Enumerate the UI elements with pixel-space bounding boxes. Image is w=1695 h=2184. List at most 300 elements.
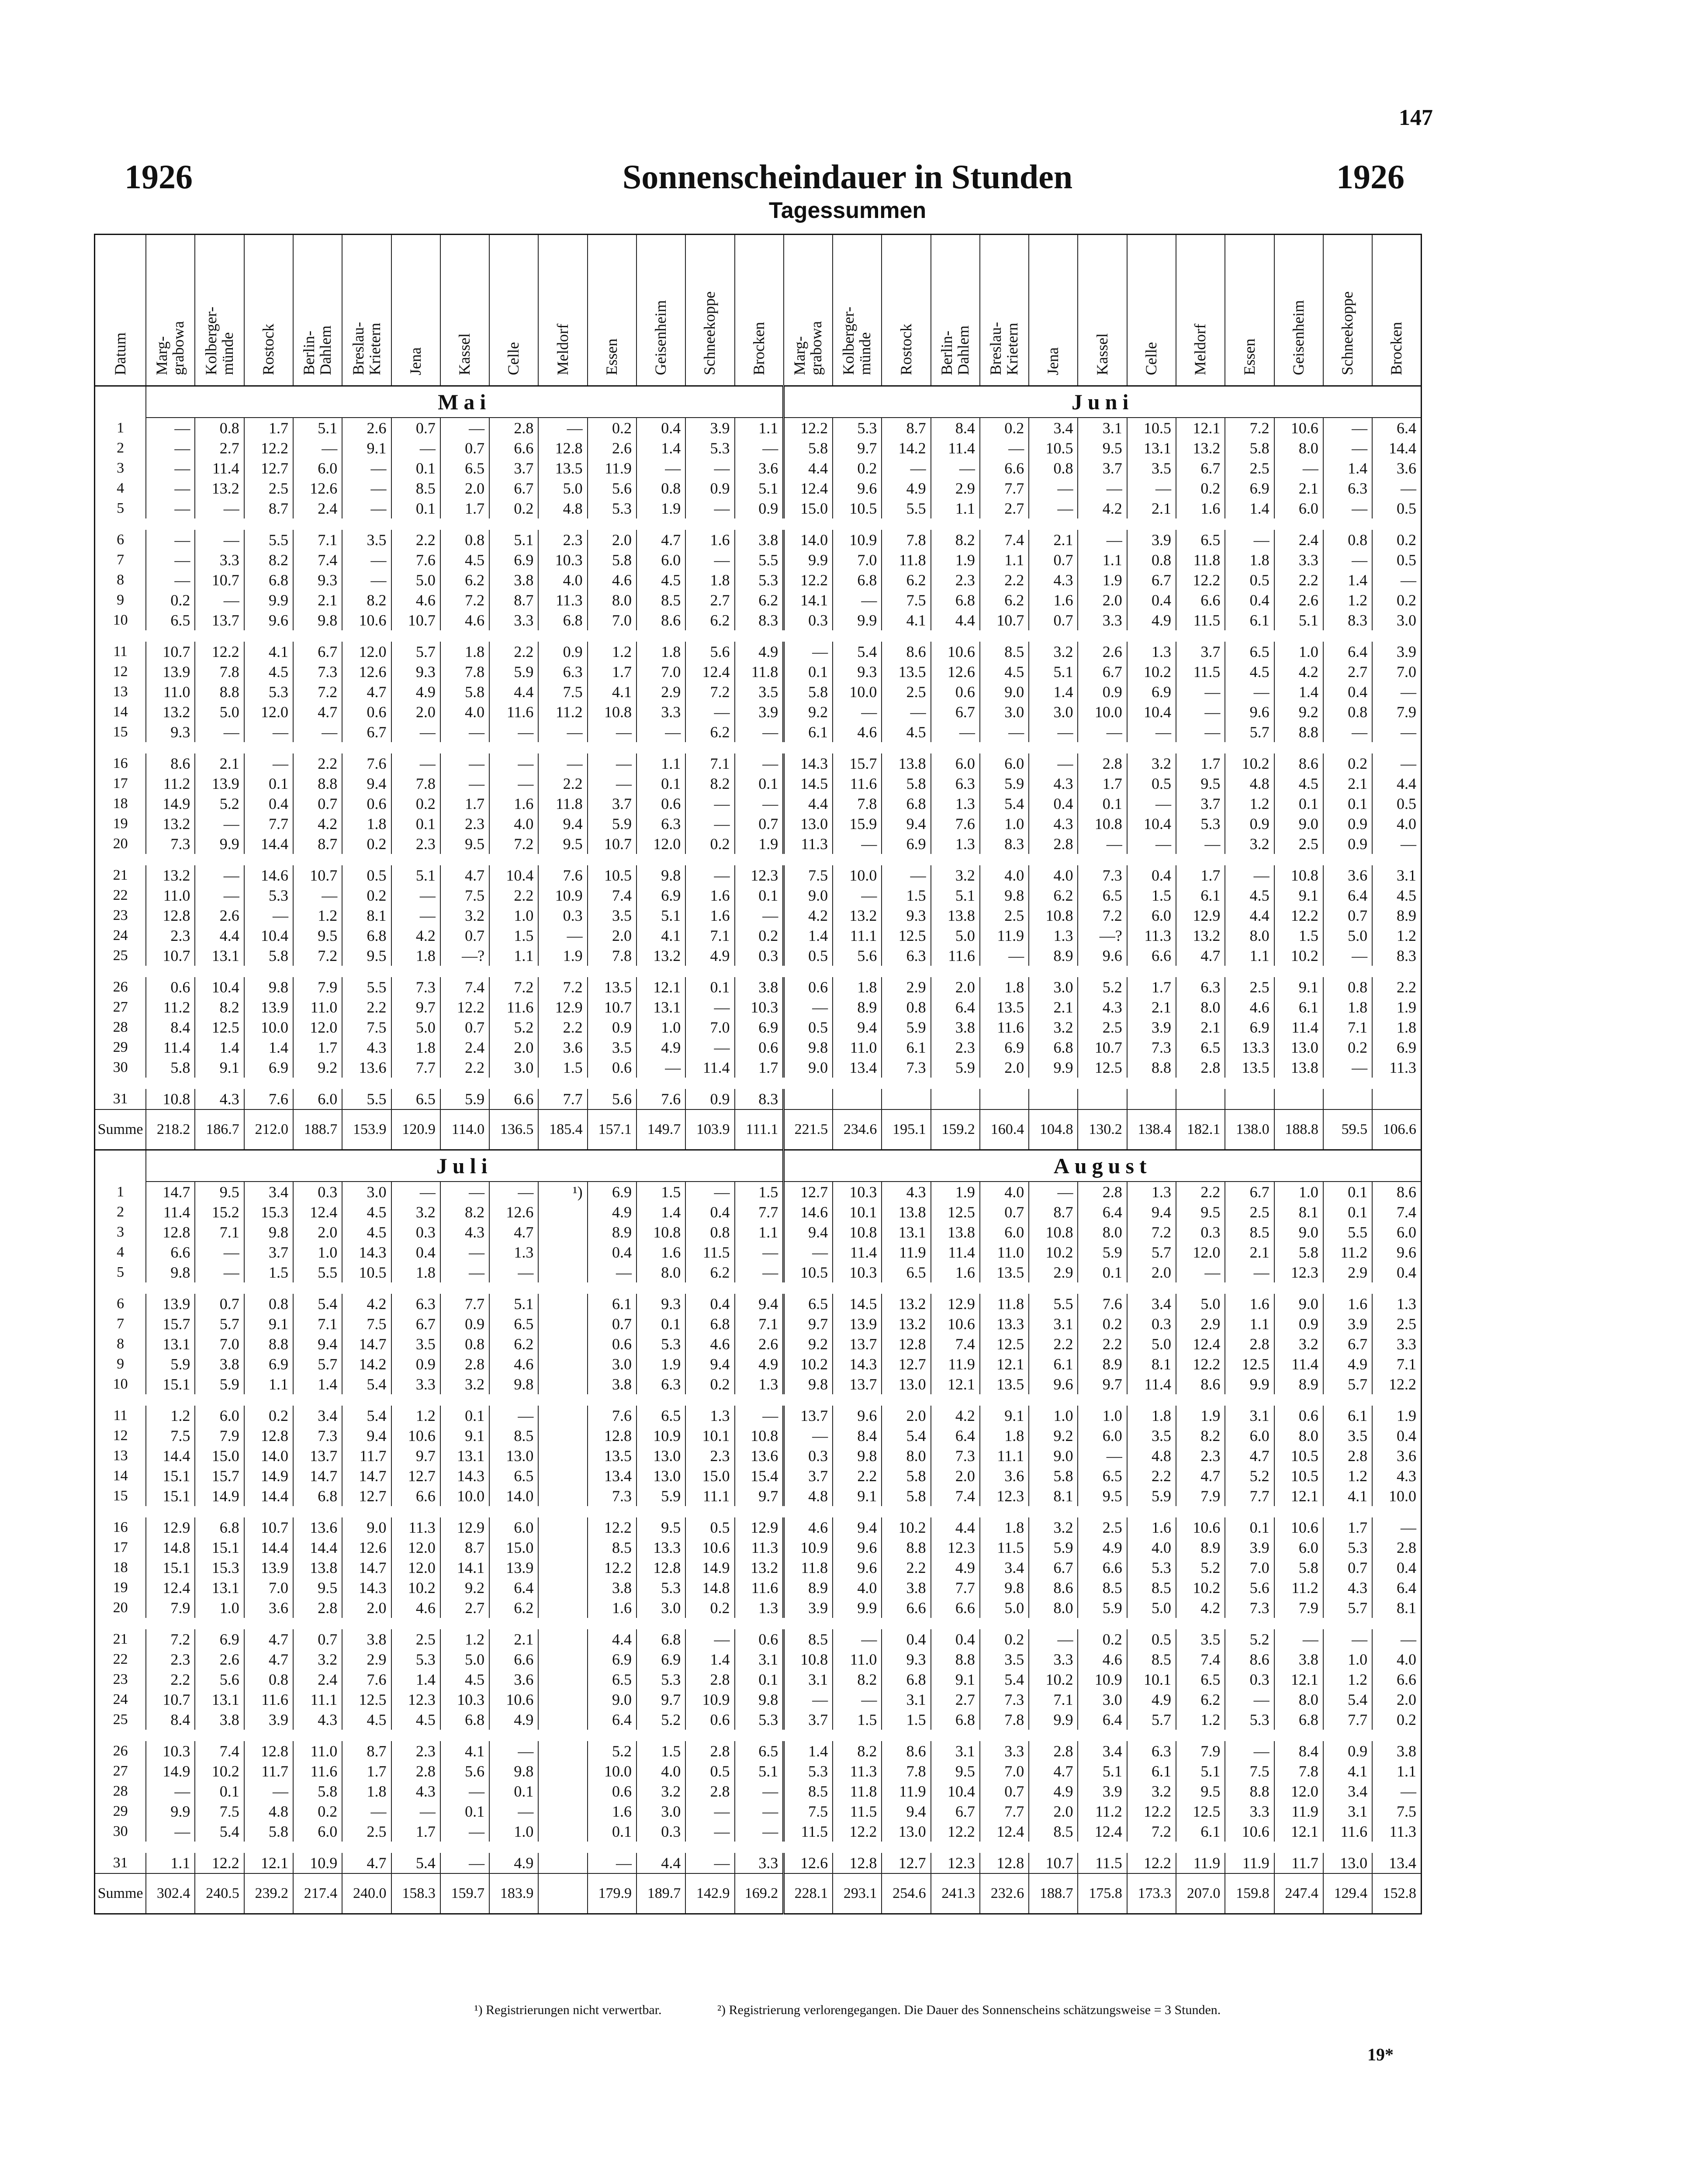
value-cell: 9.6 <box>1372 1242 1421 1262</box>
value-cell <box>538 1741 587 1761</box>
value-cell: 11.6 <box>1323 1821 1372 1842</box>
value-cell: 5.8 <box>882 1466 931 1486</box>
sum-cell: 59.5 <box>1323 1109 1372 1150</box>
value-cell: 8.4 <box>833 1426 882 1446</box>
value-cell: 6.8 <box>1029 1037 1078 1057</box>
value-cell: 10.8 <box>146 1089 195 1109</box>
value-cell: 10.4 <box>931 1781 980 1801</box>
value-cell: 9.7 <box>735 1486 784 1506</box>
value-cell: 3.5 <box>391 1334 440 1354</box>
station-header <box>931 235 980 386</box>
value-cell: 5.8 <box>244 1821 293 1842</box>
value-cell: 9.0 <box>1029 1446 1078 1466</box>
value-cell: 7.1 <box>195 1222 244 1242</box>
value-cell: 7.5 <box>440 885 489 905</box>
day-number: 13 <box>95 682 146 702</box>
value-cell: 13.1 <box>146 1334 195 1354</box>
value-cell: 3.1 <box>735 1649 784 1669</box>
value-cell: 6.7 <box>293 642 342 662</box>
value-cell: 4.7 <box>1225 1446 1274 1466</box>
value-cell: 4.0 <box>636 1761 685 1781</box>
value-cell: 14.0 <box>784 530 833 550</box>
day-number: 27 <box>95 997 146 1017</box>
value-cell: 9.6 <box>244 610 293 630</box>
value-cell: 5.9 <box>440 1089 489 1109</box>
value-cell: 7.4 <box>588 885 636 905</box>
value-cell: — <box>735 1242 784 1262</box>
value-cell: — <box>244 1781 293 1801</box>
value-cell: 7.8 <box>980 1710 1029 1730</box>
value-cell: 6.7 <box>1127 570 1176 590</box>
value-cell: 10.8 <box>1029 1222 1078 1242</box>
value-cell: 3.8 <box>588 1578 636 1598</box>
value-cell: — <box>1323 438 1372 458</box>
value-cell: 3.2 <box>636 1781 685 1801</box>
value-cell: 13.0 <box>784 814 833 834</box>
value-cell: 1.4 <box>1274 682 1323 702</box>
value-cell: 0.6 <box>784 977 833 997</box>
value-cell: 3.3 <box>1225 1801 1274 1821</box>
value-cell: 2.6 <box>1078 642 1127 662</box>
value-cell: — <box>195 885 244 905</box>
value-cell: 0.9 <box>735 498 784 518</box>
value-cell: 6.5 <box>1078 1466 1127 1486</box>
value-cell: 12.2 <box>440 997 489 1017</box>
table-row <box>95 590 1422 610</box>
value-cell: 8.7 <box>293 834 342 854</box>
value-cell: 12.2 <box>195 642 244 662</box>
value-cell: 0.4 <box>1323 682 1372 702</box>
value-cell: 8.3 <box>980 834 1029 854</box>
value-cell: 5.0 <box>1127 1598 1176 1618</box>
value-cell: 0.7 <box>980 1202 1029 1222</box>
table-row <box>95 1558 1422 1578</box>
value-cell: 8.7 <box>1029 1202 1078 1222</box>
value-cell: 0.5 <box>1372 550 1421 570</box>
value-cell: 5.1 <box>1176 1761 1225 1781</box>
table-row <box>95 550 1422 570</box>
value-cell: — <box>980 438 1029 458</box>
value-cell: 3.8 <box>342 1629 391 1649</box>
value-cell: 0.4 <box>685 1202 734 1222</box>
value-cell: 11.0 <box>146 682 195 702</box>
station-header-label: Meldorf <box>553 324 571 375</box>
value-cell: 5.6 <box>588 1089 636 1109</box>
value-cell: 3.5 <box>1176 1629 1225 1649</box>
value-cell: 13.1 <box>636 997 685 1017</box>
value-cell: 11.2 <box>1274 1578 1323 1598</box>
table-row <box>95 642 1422 662</box>
value-cell: — <box>1225 865 1274 885</box>
value-cell: 1.8 <box>391 1262 440 1282</box>
value-cell: 8.5 <box>1127 1649 1176 1669</box>
value-cell: 10.7 <box>1029 1853 1078 1873</box>
value-cell: 3.5 <box>588 1037 636 1057</box>
value-cell: 3.9 <box>1225 1538 1274 1558</box>
value-cell: 7.8 <box>1274 1761 1323 1781</box>
value-cell: 2.5 <box>1274 834 1323 854</box>
value-cell: 2.7 <box>931 1690 980 1710</box>
gap-cell <box>95 518 1422 530</box>
value-cell: 6.8 <box>293 1486 342 1506</box>
value-cell: 15.3 <box>195 1558 244 1578</box>
value-cell: 9.5 <box>1176 1202 1225 1222</box>
value-cell: 0.5 <box>685 1517 734 1538</box>
value-cell: 7.2 <box>1225 418 1274 438</box>
value-cell: 3.9 <box>1127 1017 1176 1037</box>
value-cell: 7.1 <box>1372 1354 1421 1374</box>
value-cell: 6.0 <box>293 1089 342 1109</box>
value-cell: — <box>685 1037 734 1057</box>
value-cell: 14.1 <box>784 590 833 610</box>
value-cell: 9.8 <box>489 1761 538 1781</box>
value-cell: 10.7 <box>146 642 195 662</box>
value-cell: 11.5 <box>1176 662 1225 682</box>
value-cell: 4.6 <box>489 1354 538 1374</box>
value-cell: 10.8 <box>1078 814 1127 834</box>
day-number: 11 <box>95 642 146 662</box>
value-cell: 5.3 <box>244 885 293 905</box>
value-cell: 0.7 <box>195 1294 244 1314</box>
value-cell: 2.9 <box>1176 1314 1225 1334</box>
value-cell: 2.1 <box>1323 774 1372 794</box>
value-cell: 14.4 <box>244 1486 293 1506</box>
value-cell: 10.0 <box>833 865 882 885</box>
station-header-label: Essen <box>602 339 620 375</box>
value-cell: 9.0 <box>784 1057 833 1078</box>
value-cell: 0.9 <box>685 478 734 498</box>
value-cell: 1.7 <box>440 794 489 814</box>
value-cell: — <box>489 1741 538 1761</box>
value-cell: 1.3 <box>1127 642 1176 662</box>
value-cell: — <box>146 478 195 498</box>
value-cell: 6.6 <box>489 438 538 458</box>
value-cell: 1.6 <box>931 1262 980 1282</box>
value-cell: 6.8 <box>342 926 391 946</box>
value-cell: 7.0 <box>195 1334 244 1354</box>
value-cell: 5.1 <box>636 905 685 926</box>
value-cell: 0.4 <box>1372 1558 1421 1578</box>
value-cell: 2.3 <box>1176 1446 1225 1466</box>
value-cell: 0.2 <box>685 1598 734 1618</box>
value-cell: 8.6 <box>636 610 685 630</box>
gap-cell <box>95 1842 1422 1853</box>
value-cell: 1.6 <box>588 1801 636 1821</box>
value-cell: 3.8 <box>195 1354 244 1374</box>
sum-cell: 142.9 <box>685 1873 734 1914</box>
value-cell: 1.3 <box>1372 1294 1421 1314</box>
day-number: 16 <box>95 753 146 774</box>
value-cell <box>1225 1089 1274 1109</box>
value-cell: 4.6 <box>1225 997 1274 1017</box>
value-cell: 10.0 <box>1078 702 1127 722</box>
value-cell: 5.3 <box>588 498 636 518</box>
day-number: 26 <box>95 977 146 997</box>
table-row <box>95 1853 1422 1873</box>
value-cell: 4.2 <box>391 926 440 946</box>
value-cell: 12.0 <box>391 1558 440 1578</box>
value-cell: 10.2 <box>1225 753 1274 774</box>
value-cell: 4.9 <box>588 1202 636 1222</box>
value-cell: 5.9 <box>195 1374 244 1394</box>
value-cell: — <box>146 438 195 458</box>
value-cell: 10.7 <box>244 1517 293 1538</box>
station-header <box>342 235 391 386</box>
value-cell: 6.9 <box>588 1649 636 1669</box>
day-number: 5 <box>95 1262 146 1282</box>
value-cell: 5.7 <box>293 1354 342 1374</box>
station-header <box>146 235 195 386</box>
value-cell: — <box>784 997 833 1017</box>
value-cell: — <box>636 722 685 742</box>
value-cell: 0.8 <box>1029 458 1078 478</box>
value-cell: — <box>636 458 685 478</box>
value-cell: 14.0 <box>489 1486 538 1506</box>
value-cell: — <box>833 1629 882 1649</box>
value-cell: 1.8 <box>342 1781 391 1801</box>
value-cell: 8.7 <box>882 418 931 438</box>
value-cell: 2.5 <box>342 1821 391 1842</box>
value-cell: 11.4 <box>146 1037 195 1057</box>
value-cell <box>1176 1089 1225 1109</box>
value-cell: — <box>735 1801 784 1821</box>
value-cell: 2.3 <box>440 814 489 834</box>
day-number: 3 <box>95 1222 146 1242</box>
sum-cell: 221.5 <box>784 1109 833 1150</box>
value-cell: — <box>685 498 734 518</box>
value-cell: 3.5 <box>980 1649 1029 1669</box>
value-cell: —? <box>1078 926 1127 946</box>
value-cell: 12.2 <box>1372 1374 1421 1394</box>
value-cell: — <box>1225 1262 1274 1282</box>
value-cell: 11.9 <box>588 458 636 478</box>
day-number: 15 <box>95 722 146 742</box>
value-cell: — <box>440 418 489 438</box>
value-cell: 12.4 <box>784 478 833 498</box>
value-cell: 1.6 <box>1323 1294 1372 1314</box>
value-cell: 9.3 <box>833 662 882 682</box>
value-cell: 11.7 <box>244 1761 293 1781</box>
value-cell: 2.4 <box>1274 530 1323 550</box>
value-cell: 7.6 <box>342 753 391 774</box>
value-cell: 1.3 <box>1029 926 1078 946</box>
value-cell: 8.5 <box>1029 1821 1078 1842</box>
table-row <box>95 1202 1422 1222</box>
value-cell: 14.9 <box>244 1466 293 1486</box>
sum-cell: 120.9 <box>391 1109 440 1150</box>
value-cell: 14.9 <box>146 794 195 814</box>
value-cell: 6.9 <box>244 1057 293 1078</box>
value-cell: 7.2 <box>1078 905 1127 926</box>
value-cell: 15.0 <box>489 1538 538 1558</box>
value-cell: 2.7 <box>440 1598 489 1618</box>
value-cell: 5.8 <box>440 682 489 702</box>
value-cell: 11.0 <box>833 1037 882 1057</box>
value-cell: — <box>195 498 244 518</box>
value-cell: 2.2 <box>489 642 538 662</box>
value-cell: 12.3 <box>931 1853 980 1873</box>
value-cell <box>538 1538 587 1558</box>
value-cell: 0.3 <box>538 905 587 926</box>
value-cell: — <box>685 458 734 478</box>
value-cell: 6.6 <box>391 1486 440 1506</box>
value-cell: 3.2 <box>1029 1517 1078 1538</box>
gap-cell <box>95 630 1422 642</box>
value-cell: 2.4 <box>293 1669 342 1690</box>
station-header <box>195 235 244 386</box>
value-cell: 10.0 <box>1372 1486 1421 1506</box>
value-cell: 0.2 <box>1176 478 1225 498</box>
value-cell: 5.3 <box>685 438 734 458</box>
value-cell: 2.5 <box>1225 1202 1274 1222</box>
station-header-label: Kassel <box>456 333 474 375</box>
value-cell: 0.1 <box>440 1801 489 1821</box>
value-cell: 7.9 <box>1372 702 1421 722</box>
value-cell: 13.5 <box>1225 1057 1274 1078</box>
value-cell: 6.8 <box>882 794 931 814</box>
value-cell: 10.1 <box>833 1202 882 1222</box>
value-cell: 0.3 <box>391 1222 440 1242</box>
value-cell: — <box>195 1242 244 1262</box>
value-cell: 4.7 <box>342 682 391 702</box>
value-cell: — <box>833 1690 882 1710</box>
value-cell: 8.2 <box>1176 1426 1225 1446</box>
value-cell: 4.5 <box>1225 885 1274 905</box>
value-cell: 13.4 <box>833 1057 882 1078</box>
value-cell: 5.1 <box>489 1294 538 1314</box>
value-cell: 1.2 <box>293 905 342 926</box>
value-cell: 14.9 <box>195 1486 244 1506</box>
sum-cell: 207.0 <box>1176 1873 1225 1914</box>
value-cell: 8.2 <box>195 997 244 1017</box>
value-cell: 1.3 <box>735 1598 784 1618</box>
value-cell: 10.9 <box>685 1690 734 1710</box>
value-cell: 6.7 <box>1176 458 1225 478</box>
value-cell: 9.4 <box>882 1801 931 1821</box>
value-cell: 2.0 <box>391 702 440 722</box>
value-cell: 2.2 <box>980 570 1029 590</box>
value-cell: 5.3 <box>1225 1710 1274 1730</box>
value-cell: 12.4 <box>293 1202 342 1222</box>
value-cell: 11.6 <box>244 1690 293 1710</box>
value-cell: 11.6 <box>833 774 882 794</box>
value-cell: 4.0 <box>538 570 587 590</box>
value-cell: 4.8 <box>538 498 587 518</box>
value-cell: 11.0 <box>293 1741 342 1761</box>
value-cell: 13.1 <box>195 1690 244 1710</box>
value-cell: — <box>440 1853 489 1873</box>
value-cell: 6.0 <box>1372 1222 1421 1242</box>
row-gap <box>95 1394 1422 1406</box>
table-row <box>95 1262 1422 1282</box>
value-cell: 7.5 <box>882 590 931 610</box>
value-cell: 9.5 <box>440 834 489 854</box>
value-cell: 4.3 <box>1078 997 1127 1017</box>
value-cell: 8.0 <box>1225 926 1274 946</box>
value-cell: 9.0 <box>342 1517 391 1538</box>
value-cell: 0.1 <box>735 885 784 905</box>
value-cell: — <box>146 1821 195 1842</box>
value-cell <box>1372 1089 1421 1109</box>
value-cell: 1.7 <box>1127 977 1176 997</box>
value-cell: 3.7 <box>784 1710 833 1730</box>
value-cell: 6.4 <box>588 1710 636 1730</box>
value-cell: 4.0 <box>1372 814 1421 834</box>
value-cell: 2.9 <box>1323 1262 1372 1282</box>
value-cell: 10.9 <box>784 1538 833 1558</box>
value-cell: — <box>1078 478 1127 498</box>
value-cell: 0.2 <box>1323 1037 1372 1057</box>
value-cell: 7.6 <box>931 814 980 834</box>
value-cell: 0.6 <box>146 977 195 997</box>
value-cell: 2.1 <box>1029 530 1078 550</box>
day-number: 4 <box>95 478 146 498</box>
value-cell: 13.5 <box>588 1446 636 1466</box>
month-title: Juli <box>146 1150 784 1182</box>
value-cell: 7.4 <box>1176 1649 1225 1669</box>
station-header-label: Breslau- Krietern <box>349 322 384 375</box>
value-cell: 7.5 <box>146 1426 195 1446</box>
value-cell: — <box>342 570 391 590</box>
value-cell: 4.9 <box>1127 1690 1176 1710</box>
value-cell <box>833 1089 882 1109</box>
value-cell: 13.5 <box>980 1374 1029 1394</box>
value-cell: — <box>1225 1741 1274 1761</box>
value-cell: 9.4 <box>293 1334 342 1354</box>
value-cell: 10.5 <box>1274 1446 1323 1466</box>
value-cell <box>538 1761 587 1781</box>
value-cell: 0.4 <box>931 1629 980 1649</box>
value-cell: 6.3 <box>931 774 980 794</box>
station-header-label: Kolberger- münde <box>840 307 874 375</box>
value-cell: 9.4 <box>735 1294 784 1314</box>
value-cell: 9.9 <box>1029 1057 1078 1078</box>
value-cell: 7.2 <box>293 946 342 966</box>
value-cell: 5.9 <box>1127 1486 1176 1506</box>
day-number: 1 <box>95 418 146 438</box>
value-cell: 5.3 <box>391 1649 440 1669</box>
value-cell: 12.2 <box>244 438 293 458</box>
value-cell: 14.3 <box>342 1242 391 1262</box>
table-row <box>95 1057 1422 1078</box>
value-cell: 10.3 <box>440 1690 489 1710</box>
value-cell: 0.4 <box>391 1242 440 1262</box>
value-cell: 5.9 <box>489 662 538 682</box>
value-cell: 8.7 <box>440 1538 489 1558</box>
value-cell: 12.4 <box>146 1578 195 1598</box>
value-cell: 1.4 <box>195 1037 244 1057</box>
value-cell: 11.8 <box>882 550 931 570</box>
value-cell: 12.2 <box>784 570 833 590</box>
value-cell: 2.7 <box>980 498 1029 518</box>
value-cell: 3.3 <box>636 702 685 722</box>
value-cell: 10.9 <box>833 530 882 550</box>
value-cell: 8.6 <box>882 1741 931 1761</box>
value-cell: 6.1 <box>1225 610 1274 630</box>
value-cell: 6.1 <box>1176 885 1225 905</box>
value-cell: 10.4 <box>195 977 244 997</box>
value-cell: 9.1 <box>980 1406 1029 1426</box>
value-cell: 0.4 <box>1372 1262 1421 1282</box>
value-cell: 1.0 <box>980 814 1029 834</box>
value-cell: 2.5 <box>244 478 293 498</box>
value-cell: 7.7 <box>735 1202 784 1222</box>
table-row <box>95 1242 1422 1262</box>
value-cell: 1.1 <box>1372 1761 1421 1781</box>
value-cell: 14.4 <box>244 1538 293 1558</box>
value-cell: 2.1 <box>195 753 244 774</box>
value-cell: 7.3 <box>293 662 342 682</box>
